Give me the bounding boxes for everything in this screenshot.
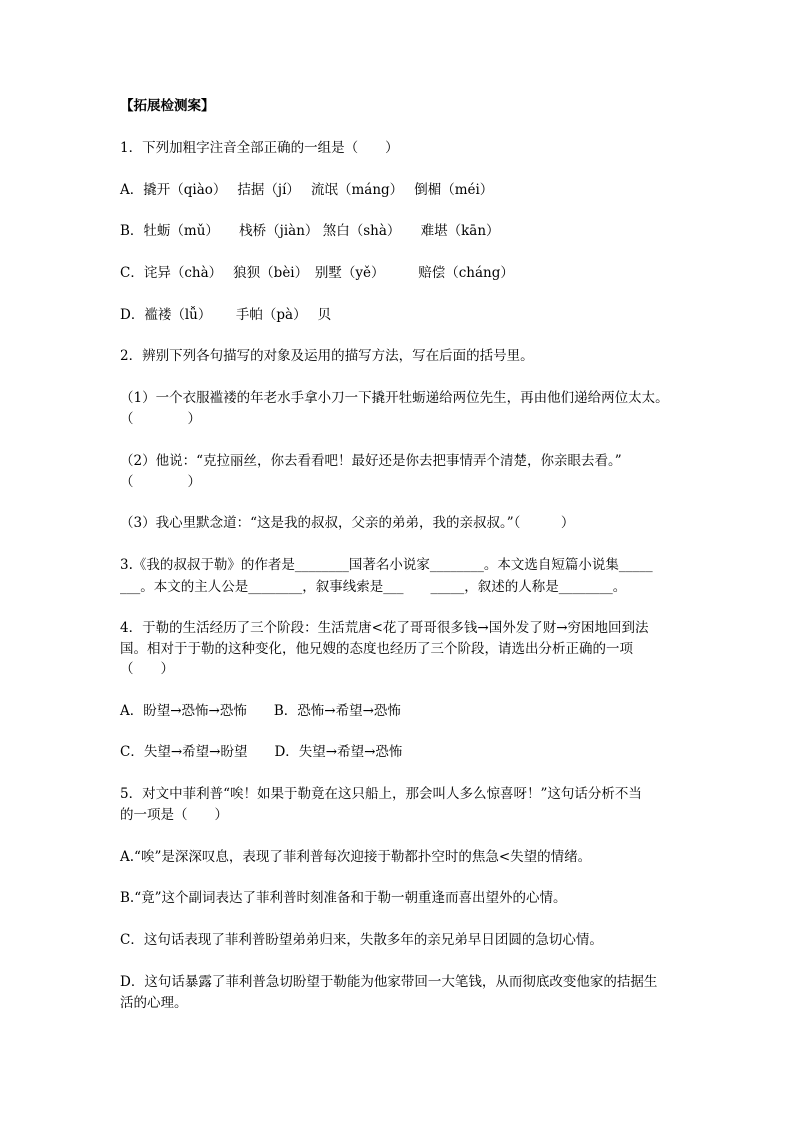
q5-line-1: 5．对文中菲利普“唉！如果于勒竟在这只船上，那会叫人多么惊喜呀！”这句话分析不当	[120, 786, 642, 802]
section-heading: 【拓展检测案】	[120, 98, 215, 114]
q2-sentence-2-answer: （ ）	[120, 474, 201, 490]
q4-options-ab: A．盼望→恐怖→恐怖 B．恐怖→希望→恐怖	[120, 703, 401, 719]
q3-line-2: ___。本文的主人公是________，叙事线索是___ _____，叙述的人称是________。	[120, 579, 627, 595]
q1-stem: 1．下列加粗字注音全部正确的一组是（ ）	[120, 140, 399, 156]
q2-sentence-1: （1）一个衣服褴褛的年老水手拿小刀一下撬开牡蛎递给两位先生，再由他们递给两位太太。	[120, 390, 669, 406]
q2-sentence-2: （2）他说：“克拉丽丝，你去看看吧！最好还是你去把事情弄个清楚，你亲眼去看。”	[120, 453, 622, 469]
q1-option-d: D．褴褛（lǚ） 手帕（pà） 贝	[120, 307, 332, 323]
q2-sentence-1-answer: （ ）	[120, 411, 201, 427]
q1-option-b: B．牡蛎（mǔ） 栈桥（jiàn） 煞白（shà） 难堪（kān）	[120, 223, 500, 239]
q5-option-a: A.“唉”是深深叹息，表现了菲利普每次迎接于勒都扑空时的焦急<失望的情绪。	[120, 849, 592, 865]
q5-option-b: B.“竟”这个副词表达了菲利普时刻准备和于勒一朝重逢而喜出望外的心情。	[120, 890, 567, 906]
q5-option-d-continued: 活的心理。	[120, 995, 188, 1011]
q4-line-2: 国。相对于于勒的这种变化，他兄嫂的态度也经历了三个阶段，请选出分析正确的一项	[120, 641, 633, 657]
q2-sentence-3: （3）我心里默念道：“这是我的叔叔，父亲的弟弟，我的亲叔叔。”（ ）	[120, 515, 575, 531]
q5-line-2: 的一项是（ ）	[120, 807, 228, 823]
q4-options-cd: C．失望→希望→盼望 D．失望→希望→恐怖	[120, 744, 403, 760]
q3-line-1: 3.《我的叔叔于勒》的作者是________国著名小说家________。本文选自短篇小说集_____	[120, 557, 653, 573]
q4-line-3: （ ）	[120, 661, 174, 677]
q2-stem: 2．辨别下列各句描写的对象及运用的描写方法，写在后面的括号里。	[120, 348, 534, 364]
q1-option-c: C．诧异（chà） 狼狈（bèi） 别墅（yě） 赔偿（cháng）	[120, 265, 514, 281]
q5-option-d: D．这句话暴露了菲利普急切盼望于勒能为他家带回一大笔钱，从而彻底改变他家的拮据生	[120, 974, 658, 990]
q5-option-c: C．这句话表现了菲利普盼望弟弟归来，失散多年的亲兄弟早日团圆的急切心情。	[120, 932, 603, 948]
q1-option-a: A．撬开（qiào） 拮据（jí） 流氓（máng） 倒楣（méi）	[120, 182, 494, 198]
q4-line-1: 4．于勒的生活经历了三个阶段：生活荒唐<花了哥哥很多钱→国外发了财→穷困地回到法	[120, 620, 649, 636]
